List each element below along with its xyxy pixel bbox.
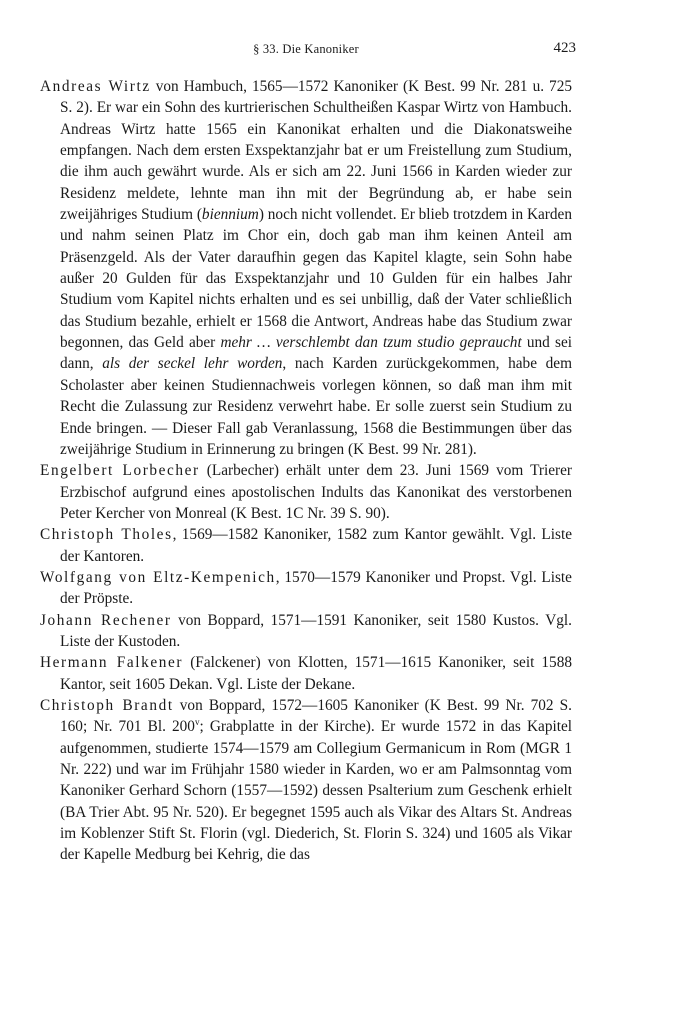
entry-text: und sei dann, xyxy=(60,334,572,373)
entry-text: ) noch nicht vollendet. Er blieb trotzdem in Karden und nahm seinen Platz im Chor ein, doch gab man ihm keinen Anteil am Präsenzgeld. Als der Vater daraufhin gegen das Kapitel klagte, sein Sohn habe außer 20 Gulden für das Exspektanzjahr und 10 Gulden für ein halbes Jahr Studium vom Kapitel nichts erhalten und es sei unbillig, daß der Vater schließlich das Studium bezahle, erhielt er 1568 die Antwort, Andreas habe das Studium zwar begonnen, das Geld aber xyxy=(60,206,572,352)
entry-christoph-brandt xyxy=(40,695,572,866)
entry-text: (Falckener) von Klotten, 1571—1615 Kanoniker, seit 1588 Kantor, seit 1605 Dekan. Vgl. Liste der Dekane. xyxy=(60,654,572,693)
entry-name: Hermann Falkener xyxy=(40,654,184,672)
body-text xyxy=(40,76,572,866)
entry-johann-rechener xyxy=(40,610,572,653)
entry-name: Wolfgang von Eltz-Kempenich xyxy=(40,568,276,586)
entry-text: ; Grabplatte in der Kirche). Er wurde 1572 in das Kapitel aufgenommen, studierte 1574—1579 am Collegium Germanicum in Rom (MGR 1 Nr. 222) und war im Frühjahr 1580 wieder in Karden, wo er am Palmsonntag vom Kanoniker Gerhard Schorn (1557—1592) dessen Psalterium zum Geschenk erhielt (BA Trier Abt. 95 Nr. 520). Er begegnet 1595 auch als Vikar des Altars St. Andreas im Koblenzer Stift St. Florin (vgl. Diederich, St. Florin S. 324) und 1605 als Vikar der Kapelle Medburg bei Kehrig, die das xyxy=(60,718,573,864)
entry-hermann-falkener xyxy=(40,652,572,695)
running-head xyxy=(36,40,576,60)
entry-text: , 1570—1579 Kanoniker und Propst. Vgl. Liste der Pröpste. xyxy=(60,568,572,608)
entry-text: von Boppard, 1572—1605 Kanoniker (K Best. 99 Nr. 702 S. 160; Nr. 701 Bl. 200 xyxy=(60,696,572,736)
entry-name: Christoph Brandt xyxy=(40,696,174,714)
entry-name: Christoph Tholes xyxy=(40,526,173,544)
entry-wolfgang-von-eltz-kempenich xyxy=(40,567,572,610)
entry-text: (Larbecher) erhält unter dem 23. Juni 1569 vom Trierer Erzbischof aufgrund eines apostolischen Indults das Kanonikat des verstorbenen Peter Kercher von Monreal (K Best. 1C Nr. 39 S. 90). xyxy=(60,462,572,522)
entry-text: , nach Karden zurückgekommen, habe dem Scholaster aber keinen Studiennachweis vorlegen können, so daß man ihm mit Recht die Zulassung zur Residenz verwehrt habe. Er solle zuerst sein Studium zu Ende bringen. — Dieser Fall gab Veranlassung, 1568 die Bestimmungen über das zweijährige Studium in Erinnerung zu bringen (K Best. 99 Nr. 281). xyxy=(60,355,572,458)
entry-name: Engelbert Lorbecher xyxy=(40,462,200,480)
latin-quote: biennium xyxy=(201,206,259,224)
entry-andreas-wirtz xyxy=(40,76,572,460)
entry-text: von Boppard, 1571—1591 Kanoniker, seit 1580 Kustos. Vgl. Liste der Kustoden. xyxy=(60,611,572,650)
entry-name: Andreas Wirtz xyxy=(40,78,151,95)
entry-text: von Hambuch, 1565—1572 Kanoniker (K Best. 99 Nr. 281 u. 725 S. 2). Er war ein Sohn des kurtrierischen Schultheißen Kaspar Wirtz von Hambuch. Andreas Wirtz hatte 1565 ein Kanonikat erhalten und die Diakonatsweihe empfangen. Nach dem ersten Exspektanzjahr bat er um Freistellung zum Studium, die ihm auch gewährt wurde. Als er sich am 22. Juni 1566 in Karden wieder zur Residenz meldete, lehnte man ihn mit der Begründung ab, er habe sein zweijähriges Studium ( xyxy=(60,78,573,224)
superscript-verso: v xyxy=(194,717,200,728)
page-number: 423 xyxy=(553,40,576,56)
historic-quote: mehr … verschlembt dan tzum studio gepraucht xyxy=(220,334,522,352)
entry-text: , 1569—1582 Kanoniker, 1582 zum Kantor gewählt. Vgl. Liste der Kantoren. xyxy=(60,526,572,565)
historic-quote: als der seckel lehr worden xyxy=(102,355,283,373)
entry-name: Johann Rechener xyxy=(40,611,172,629)
running-title: § 33. Die Kanoniker xyxy=(253,42,359,56)
entry-engelbert-lorbecher xyxy=(40,460,572,524)
entry-christoph-tholes xyxy=(40,524,572,567)
